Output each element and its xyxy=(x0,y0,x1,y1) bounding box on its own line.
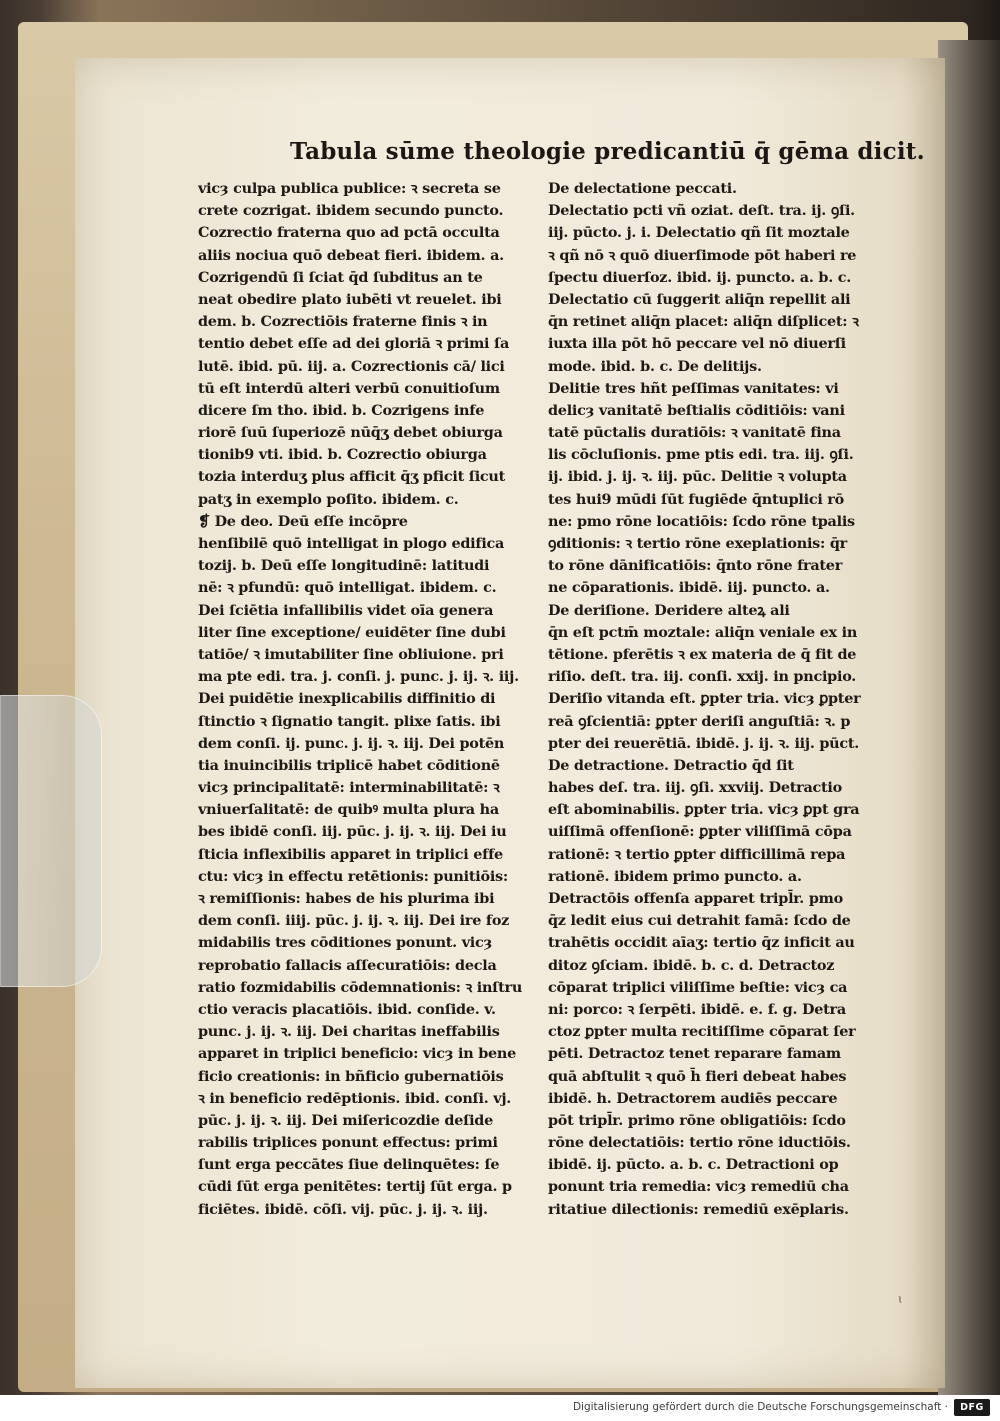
text-line: tozij. b. Deū eſſe longitudinē: latitudi xyxy=(198,557,490,575)
text-line: midabilis tres cōditiones ponunt. vicȝ xyxy=(198,934,493,952)
text-line: ratio fozmidabilis cōdemnationis: ꝛ inſtru xyxy=(198,978,523,996)
text-line: trahētis occidit aīaʒ: tertio q̄z inficit au xyxy=(548,934,855,952)
text-line: tionib9 vti. ibid. b. Cozrectio obiurga xyxy=(198,446,487,464)
text-line: rationē: ꝛ tertio ꝑpter difficillimā repa xyxy=(548,845,846,863)
text-line: rationē. ibidem primo puncto. a. xyxy=(548,867,802,885)
text-line: De detractione. Detractio q̄d ſit xyxy=(548,756,794,774)
text-line: neat obedire plato iubēti vt reuelet. ibi xyxy=(198,290,502,308)
text-line: to rōne dānificatiōis: q̄nto rōne frater xyxy=(548,557,843,575)
text-line: tatiōe/ ꝛ imutabiliter ſine obliuione. pri xyxy=(198,645,504,663)
text-line: Cozrectio fraterna quo ad pctā occulta xyxy=(198,224,500,242)
text-line: De deriſione. Deridere alteꝝ ali xyxy=(548,601,790,619)
text-line: pter dei reuerētiā. ibidē. j. ij. ꝛ. iij. pūct. xyxy=(548,734,860,752)
text-line: reā ꝯſcientiā: ꝑpter deriſi anguſtiā: ꝛ. p xyxy=(548,712,851,730)
footer-credit: Digitalisierung gefördert durch die Deutsche Forschungsgemeinschaft · xyxy=(572,1401,948,1413)
text-line: ꝛ in beneficio redēptionis. ibid. conſi. vj. xyxy=(198,1089,512,1107)
text-line: habes deſ. tra. iij. ꝯſi. xxviij. Detractio xyxy=(548,779,842,797)
text-line: ſunt erga peccātes ſiue delinquētes: ſe xyxy=(198,1156,500,1174)
text-line: nē: ꝛ pfundū: quō intelligat. ibidem. c. xyxy=(198,579,497,597)
text-line: rabilis triplices ponunt effectus: primi xyxy=(198,1134,498,1152)
text-line: delicȝ vanitatē beſtialis cōditiōis: vani xyxy=(548,401,845,419)
text-line: tes hui9 mūdi ſūt fugiēde q̄ntuplici rō xyxy=(548,490,844,508)
text-line: dicere ſm tho. ibid. b. Cozrigens infe xyxy=(198,401,485,419)
text-line: Delectatio pcti vñ oziat. deſt. tra. ij. ꝯſi. xyxy=(548,202,855,220)
text-line: cūdi ſūt erga penitētes: tertij ſūt erga. p xyxy=(198,1178,512,1196)
page-gutter xyxy=(938,40,1000,1395)
text-line: Dei puidētie inexplicabilis diffinitio di xyxy=(198,690,496,708)
text-line: bes ibidē conſi. iij. pūc. j. ij. ꝛ. iij. Dei iu xyxy=(198,823,507,841)
text-line: ꝛ qñ nō ꝛ quō diuerſimode pōt haberi re xyxy=(548,246,857,264)
text-line: vicȝ culpa publica publice: ꝛ secreta se xyxy=(198,180,501,197)
text-line: lis cōcluſionis. pme ptis edi. tra. iij. ꝯſi. xyxy=(548,446,854,464)
text-line: ibidē. h. Detractorem audiēs peccare xyxy=(548,1089,838,1107)
text-line: cōparat triplici viliſſime beſtie: vicȝ ca xyxy=(548,978,848,996)
text-line: Cozrigendū ſi ſciat q̄d ſubditus an te xyxy=(198,268,483,286)
text-line: ritatiue dilectionis: remediū exēplaris. xyxy=(548,1200,849,1218)
text-line: De delectatione peccati. xyxy=(548,180,737,197)
text-line: q̄n eſt pctm̄ moztale: aliq̄n veniale ex in xyxy=(548,623,858,641)
text-line: ſtinctio ꝛ ſignatio tangit. plixe ſatis. ibi xyxy=(198,712,501,730)
left-text-column xyxy=(198,178,542,1221)
text-line: crete cozrigat. ibidem secundo puncto. xyxy=(198,202,504,220)
text-line: punc. j. ij. ꝛ. iij. Dei charitas ineffabilis xyxy=(198,1023,500,1041)
text-line: tētione. pferētis ꝛ ex materia de q̄ fit de xyxy=(548,645,857,663)
text-line: tentio debet eſſe ad dei gloriā ꝛ primi ſa xyxy=(198,335,510,353)
text-line: Dei ſciētia infallibilis videt oīa genera xyxy=(198,601,494,619)
right-text-column xyxy=(548,178,880,1221)
text-line: riſio. deſt. tra. iij. conſi. xxij. in pncipio. xyxy=(548,668,857,686)
text-line: pūc. j. ij. ꝛ. iij. Dei miſericozdie deſide xyxy=(198,1111,494,1129)
dfg-logo: DFG xyxy=(954,1399,990,1416)
text-line: liter ſine exceptione/ euidēter ſine dubi xyxy=(198,623,506,641)
text-line: tū eſt interdū alteri verbū conuitioſum xyxy=(198,379,500,397)
text-line: ibidē. ij. pūcto. a. b. c. Detractioni op xyxy=(548,1156,839,1174)
text-line: ❡ De deo. Deū eſſe incōpre xyxy=(198,512,408,530)
text-line: Delitie tres hñt peſſimas vanitates: vi xyxy=(548,379,839,397)
text-line: ne cōparationis. ibidē. iij. puncto. a. xyxy=(548,579,830,597)
text-line: dem. b. Cozrectiōis fraterne finis ꝛ in xyxy=(198,313,488,331)
text-line: tozia interduʒ plus afficit q̄ʒ pficit ſicut xyxy=(198,468,506,486)
text-line: rōne delectatiōis: tertio rōne iductiōis. xyxy=(548,1134,851,1152)
text-line: pēti. Detractoz tenet reparare famam xyxy=(548,1045,841,1063)
transparent-page-clip xyxy=(0,695,102,987)
text-line: ponunt tria remedia: vicȝ remediū cha xyxy=(548,1178,849,1196)
text-line: Detractōis offenſa apparet tripl̄r. pmo xyxy=(548,890,843,907)
text-line: Delectatio cū ſuggerit aliq̄n repellit ali xyxy=(548,290,851,308)
text-line: ficio creationis: in bñficio gubernatiōis xyxy=(198,1067,504,1085)
text-line: vniuerſalitatē: de quibꝰ multa plura ha xyxy=(198,801,499,819)
footer-bar xyxy=(0,1395,1000,1421)
text-line: ſpectu diuerſoz. ibid. ij. puncto. a. b. c. xyxy=(548,268,851,286)
text-line: ni: porco: ꝛ ſerpēti. ibidē. e. f. g. Detra xyxy=(548,1000,846,1018)
text-line: tatē pūctalis duratiōis: ꝛ vanitatē fina xyxy=(548,424,841,442)
text-line: ꝛ remiſſionis: habes de his plurima ibi xyxy=(198,890,495,907)
text-line: ij. ibid. j. ij. ꝛ. iij. pūc. Delitie ꝛ volupta xyxy=(548,468,847,486)
text-line: ditoz ꝯſciam. ibidē. b. c. d. Detractoz xyxy=(548,956,835,974)
text-line: aliis nociua quō debeat fieri. ibidem. a. xyxy=(198,246,504,264)
text-line: reprobatio fallacis aſſecuratiōis: decla xyxy=(198,956,497,974)
text-line: q̄n retinet aliq̄n placet: aliq̄n diſplicet: ꝛ xyxy=(548,313,859,331)
text-line: iuxta illa pōt hō peccare vel nō diuerſi xyxy=(548,335,846,353)
text-line: ficiētes. ibidē. cōſi. vij. pūc. j. ij. ꝛ. iij. xyxy=(198,1200,488,1218)
text-line: riorē ſuū ſuperiozē nūq̄ʒ debet obiurga xyxy=(198,424,503,442)
text-line: vicȝ principalitatē: interminabilitatē: ꝛ xyxy=(198,779,500,797)
text-line: dem conſi. ij. punc. j. ij. ꝛ. iij. Dei potēn xyxy=(198,734,505,752)
text-line: eſt abominabilis. ꝑpter tria. vicȝ ꝑpt gra xyxy=(548,801,860,819)
text-line: ne: pmo rōne locatiōis: ſcdo rōne tpalis xyxy=(548,512,855,530)
text-line: quā abſtulit ꝛ quō h̄ fieri debeat habes xyxy=(548,1067,847,1085)
text-line: ſticia inflexibilis apparet in triplici effe xyxy=(198,845,503,863)
text-line: ꝯditionis: ꝛ tertio rōne exeplationis: q̄r xyxy=(548,535,847,552)
text-line: Deriſio vitanda eſt. ꝑpter tria. vicȝ ꝑpter xyxy=(548,690,861,708)
text-line: uiſſimā offenſionē: ꝑpter viliſſimā cōpa xyxy=(548,823,852,841)
text-line: q̄z ledit eius cui detrahit famā: ſcdo de xyxy=(548,912,851,930)
text-line: ctio veracis placatiōis. ibid. conſide. v. xyxy=(198,1000,496,1018)
text-line: tia inuincibilis triplicē habet cōditionē xyxy=(198,756,500,774)
text-line: henſibilē quō intelligat in plogo edifica xyxy=(198,535,505,552)
text-line: apparet in triplici beneficio: vicȝ in bene xyxy=(198,1045,517,1063)
text-line: patʒ in exemplo poſito. ibidem. c. xyxy=(198,490,459,508)
text-line: pōt tripl̄r. primo rōne obligatiōis: ſcdo xyxy=(548,1111,846,1129)
text-line: dem conſi. iiij. pūc. j. ij. ꝛ. iij. Dei ire foz xyxy=(198,912,510,930)
text-line: ctoz ꝑpter multa recitiſſime cōparat ſer xyxy=(548,1023,856,1041)
text-line: mode. ibid. b. c. De delitijs. xyxy=(548,357,762,375)
text-line: ma pte edi. tra. j. conſi. j. punc. j. ij. ꝛ. iij. xyxy=(198,668,519,686)
page-mark: ɩ xyxy=(898,1292,903,1306)
text-line: iij. pūcto. j. i. Delectatio qñ ſit moztale xyxy=(548,224,850,242)
text-line: ctu: vicȝ in effectu retētionis: punitiōis: xyxy=(198,867,508,885)
text-line: lutē. ibid. pū. iij. a. Cozrectionis cā/ lici xyxy=(198,357,505,375)
page-title: Tabula sūme theologie predicantiū q̄ gēma dicit. xyxy=(290,138,925,165)
